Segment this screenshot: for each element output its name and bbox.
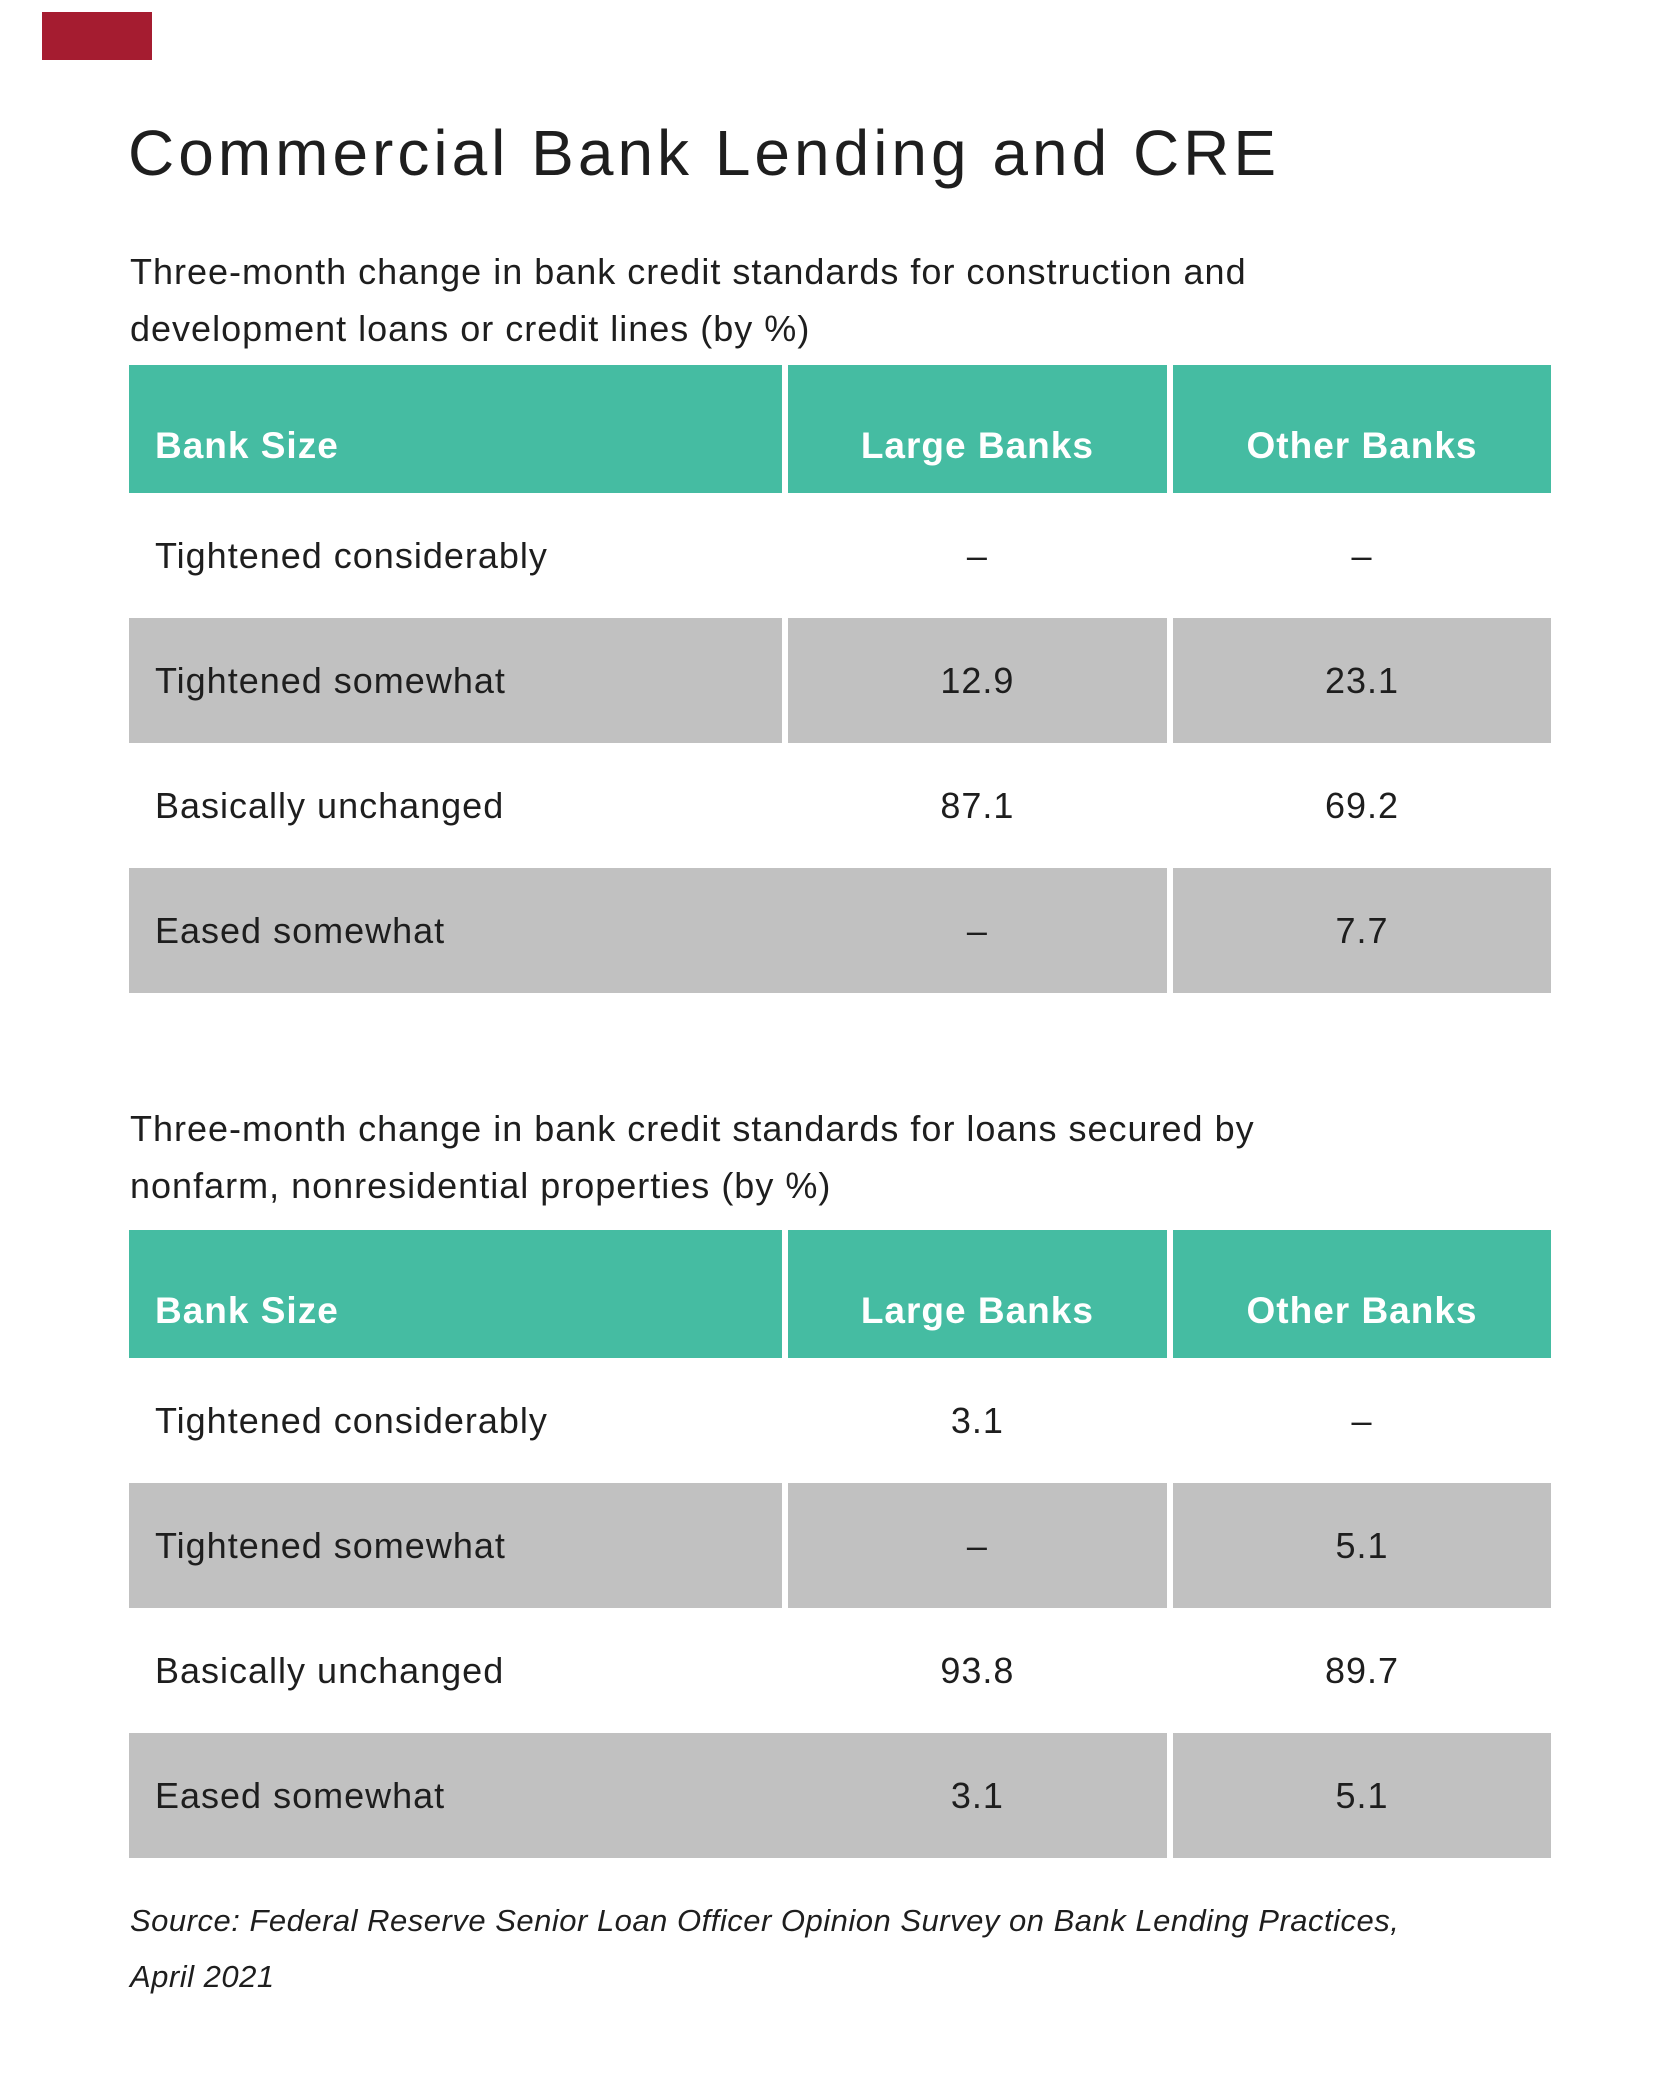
table1-header-row bbox=[129, 365, 1551, 493]
other-banks-value-cell: 89.7 bbox=[1167, 1608, 1551, 1733]
row-label-cell: Eased somewhat bbox=[129, 868, 782, 993]
large-banks-value-cell: 12.9 bbox=[782, 618, 1167, 743]
table2-subtitle bbox=[130, 1100, 1255, 1214]
large-banks-value-cell: 3.1 bbox=[782, 1733, 1167, 1858]
row-label-cell: Basically unchanged bbox=[155, 784, 505, 826]
table2-subtitle-line2: nonfarm, nonresidential properties (by %) bbox=[130, 1165, 832, 1206]
other-banks-value-cell: 23.1 bbox=[1167, 618, 1551, 743]
table-row bbox=[129, 868, 1551, 993]
other-banks-value-cell: 5.1 bbox=[1167, 1733, 1551, 1858]
other-banks-value-cell: – bbox=[1167, 493, 1551, 618]
table2-header-bank-size: Bank Size bbox=[129, 1230, 782, 1358]
table-row bbox=[129, 1483, 1551, 1608]
table1-header-other-banks: Other Banks bbox=[1167, 365, 1551, 493]
other-banks-value-cell: – bbox=[1167, 1358, 1551, 1483]
table-construction-loans bbox=[129, 365, 1551, 993]
table1-subtitle-line1: Three-month change in bank credit standards for construction and bbox=[130, 251, 1247, 292]
table2-subtitle-line1: Three-month change in bank credit standards for loans secured by bbox=[130, 1108, 1255, 1149]
table2-header-row bbox=[129, 1230, 1551, 1358]
large-banks-value-cell: – bbox=[782, 1483, 1167, 1608]
large-banks-value-cell: – bbox=[782, 493, 1167, 618]
row-label-cell: Tightened somewhat bbox=[129, 618, 782, 743]
other-banks-value-cell: 7.7 bbox=[1167, 868, 1551, 993]
table1-subtitle bbox=[130, 243, 1247, 357]
page-title: Commercial Bank Lending and CRE bbox=[128, 117, 1281, 189]
large-banks-value-cell: 3.1 bbox=[782, 1358, 1167, 1483]
table-row bbox=[129, 743, 1551, 868]
row-label-cell: Tightened considerably bbox=[155, 1399, 548, 1441]
source-line2: April 2021 bbox=[130, 1959, 275, 1994]
table-row bbox=[129, 493, 1551, 618]
source-note bbox=[130, 1893, 1399, 2005]
table-row bbox=[129, 1358, 1551, 1483]
brand-mark bbox=[42, 12, 152, 60]
other-banks-value-cell: 69.2 bbox=[1167, 743, 1551, 868]
row-label-cell: Tightened considerably bbox=[155, 534, 548, 576]
table2-header-other-banks: Other Banks bbox=[1167, 1230, 1551, 1358]
table-row bbox=[129, 618, 1551, 743]
row-label-cell: Basically unchanged bbox=[155, 1649, 505, 1691]
table1-subtitle-line2: development loans or credit lines (by %) bbox=[130, 308, 811, 349]
table1-header-bank-size: Bank Size bbox=[129, 365, 782, 493]
other-banks-value-cell: 5.1 bbox=[1167, 1483, 1551, 1608]
large-banks-value-cell: – bbox=[782, 868, 1167, 993]
table-row bbox=[129, 1608, 1551, 1733]
source-line1: Source: Federal Reserve Senior Loan Officer Opinion Survey on Bank Lending Practices, bbox=[130, 1903, 1400, 1938]
table1-header-large-banks: Large Banks bbox=[782, 365, 1167, 493]
large-banks-value-cell: 93.8 bbox=[782, 1608, 1167, 1733]
row-label-cell: Eased somewhat bbox=[129, 1733, 782, 1858]
large-banks-value-cell: 87.1 bbox=[782, 743, 1167, 868]
table-nonfarm-nonresidential-loans bbox=[129, 1230, 1551, 1858]
table2-header-large-banks: Large Banks bbox=[782, 1230, 1167, 1358]
row-label-cell: Tightened somewhat bbox=[129, 1483, 782, 1608]
table-row bbox=[129, 1733, 1551, 1858]
